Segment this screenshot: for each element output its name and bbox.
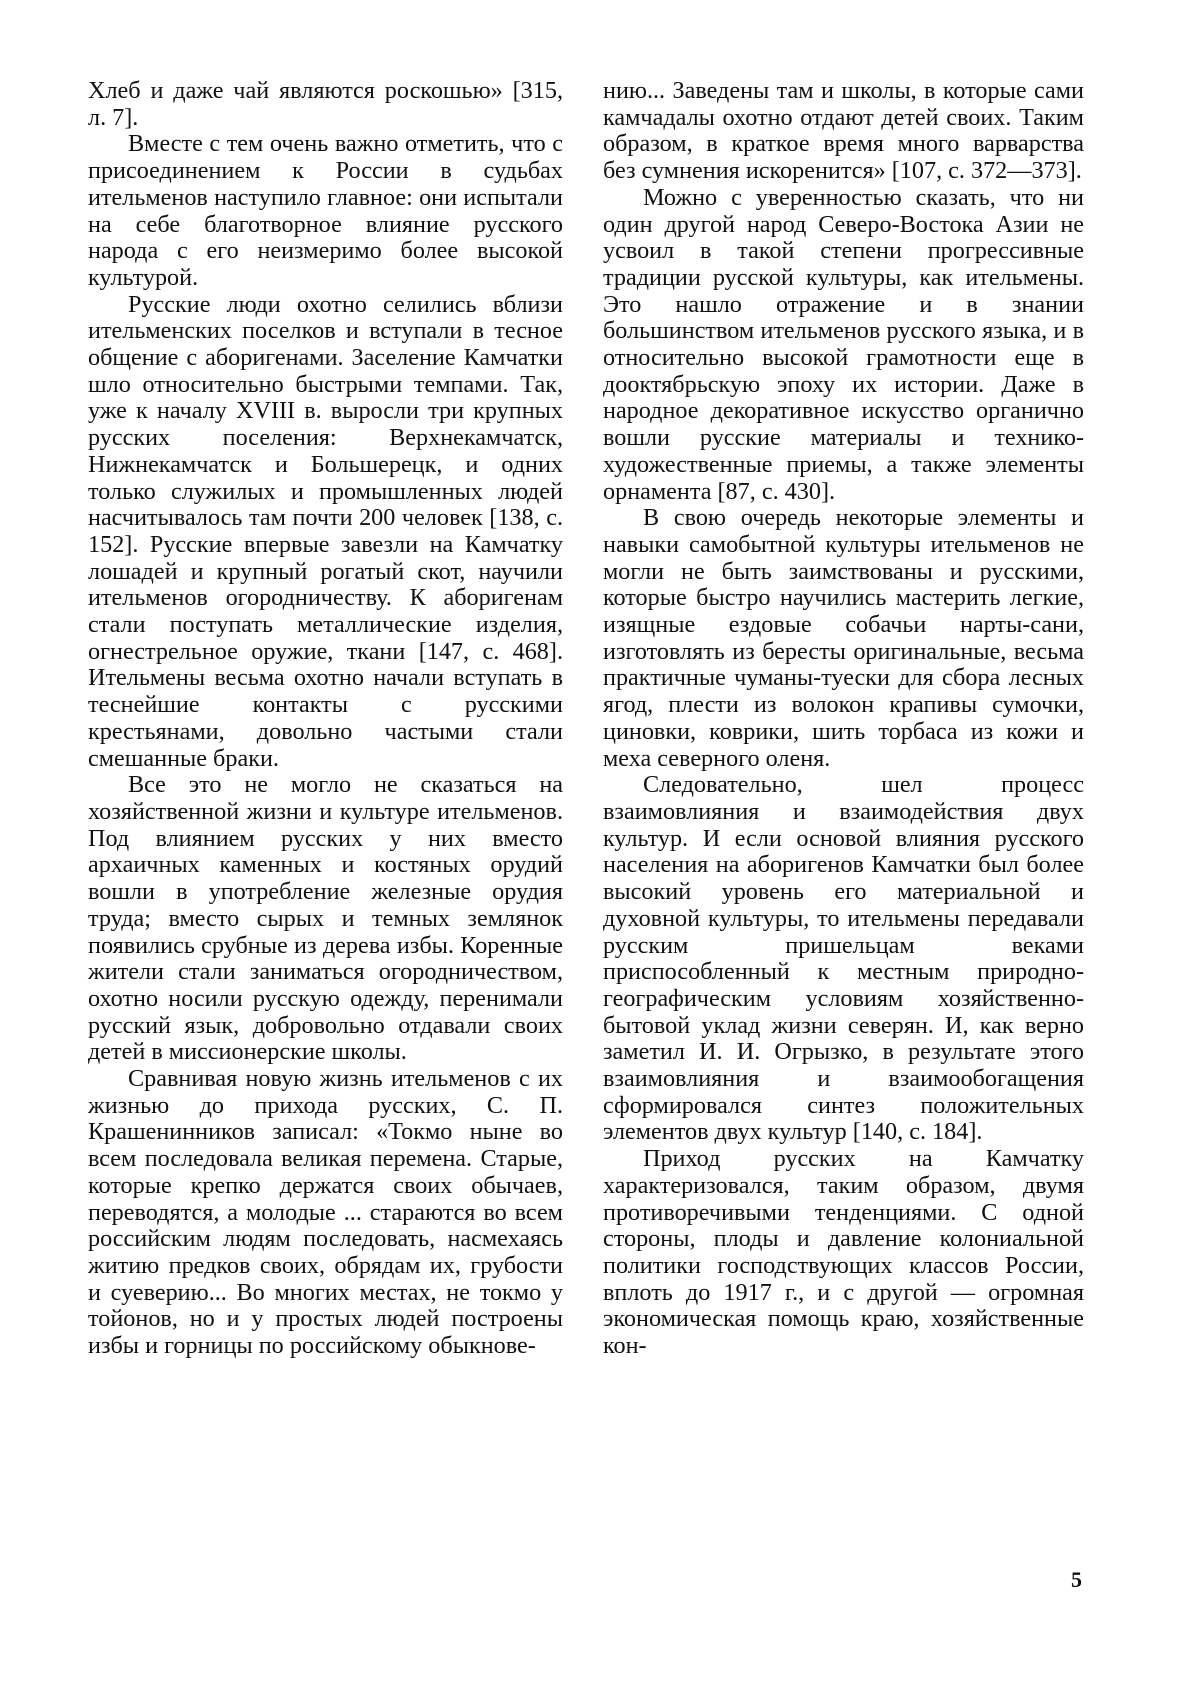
- paragraph: Сравнивая новую жизнь ительменов с их жизнью до прихода русских, С. П. Крашенинников записал: «Токмо ныне во всем последовала великая перемена. Старые, которые крепко держатся своих обычаев, переводятся, а молодые ... стараются во всем российским людям последовать, насмехаясь житию предков своих, обрядам их, грубости и суеверию... Во многих местах, не токмо у тойонов, но и у простых людей построены избы и горницы по российскому обыкнове-: [88, 1065, 563, 1360]
- paragraph: Приход русских на Камчатку характеризовался, таким образом, двумя противоречивыми тенденциями. С одной стороны, плоды и давление колониальной политики господствующих классов России, вплоть до 1917 г., и с другой — огромная экономическая помощь краю, хозяйственные кон-: [603, 1145, 1084, 1360]
- paragraph: Следовательно, шел процесс взаимовлияния и взаимодействия двух культур. И если основой влияния русского населения на аборигенов Камчатки был более высокий уровень его материальной и духовной культуры, то ительмены передавали русским пришельцам веками приспособленный к местным природно-географическим условиям хозяйственно-бытовой уклад жизни северян. И, как верно заметил И. И. Огрызко, в результате этого взаимовлияния и взаимообогащения сформировался синтез положительных элементов двух культур [140, с. 184].: [603, 771, 1084, 1146]
- paragraph: Можно с уверенностью сказать, что ни один другой народ Северо-Востока Азии не усвоил в такой степени прогрессивные традиции русской культуры, как ительмены. Это нашло отражение и в знании большинством ительменов русского языка, и в относительно высокой грамотности еще в дооктябрьскую эпоху их истории. Даже в народное декоративное искусство органично вошли русские материалы и технико-художественные приемы, а также элементы орнамента [87, с. 430].: [603, 183, 1084, 505]
- paragraph: В свою очередь некоторые элементы и навыки самобытной культуры ительменов не могли не быть заимствованы и русскими, которые быстро научились мастерить легкие, изящные ездовые собачьи нарты-сани, изготовлять из бересты оригинальные, весьма практичные чуманы-туески для сбора лесных ягод, плести из волокон крапивы сумочки, циновки, коврики, шить торбаса из кожи и меха северного оленя.: [603, 504, 1084, 772]
- left-column: [88, 78, 563, 1360]
- paragraph: Все это не могло не сказаться на хозяйственной жизни и культуре ительменов. Под влиянием русских у них вместо архаичных каменных и костяных орудий вошли в употребление железные орудия труда; вместо сырых и темных землянок появились срубные из дерева избы. Коренные жители стали заниматься огородничеством, охотно носили русскую одежду, перенимали русский язык, добровольно отдавали своих детей в миссионерские школы.: [88, 771, 563, 1066]
- paragraph: Вместе с тем очень важно отметить, что с присоединением к России в судьбах ительменов наступило главное: они испытали на себе благотворное влияние русского народа с его неизмеримо более высокой культурой.: [88, 130, 563, 291]
- paragraph: Русские люди охотно селились вблизи ительменских поселков и вступали в тесное общение с аборигенами. Заселение Камчатки шло относительно быстрыми темпами. Так, уже к началу XVIII в. выросли три крупных русских поселения: Верхнекамчатск, Нижнекамчатск и Большерецк, и одних только служилых и промышленных людей насчитывалось там почти 200 человек [138, с. 152]. Русские впервые завезли на Камчатку лошадей и крупный рогатый скот, научили ительменов огородничеству. К аборигенам стали поступать металлические изделия, огнестрельное оружие, ткани [147, с. 468]. Ительмены весьма охотно начали вступать в теснейшие контакты с русскими крестьянами, довольно частыми стали смешанные браки.: [88, 290, 563, 772]
- paragraph: Хлеб и даже чай являются роскошью» [315, л. 7].: [88, 77, 563, 131]
- page-number: 5: [1071, 1567, 1082, 1592]
- paragraph: нию... Заведены там и школы, в которые сами камчадалы охотно отдают детей своих. Таким образом, в краткое время много варварства без сумнения искоренится» [107, с. 372—373].: [603, 77, 1084, 185]
- right-column: [603, 78, 1084, 1360]
